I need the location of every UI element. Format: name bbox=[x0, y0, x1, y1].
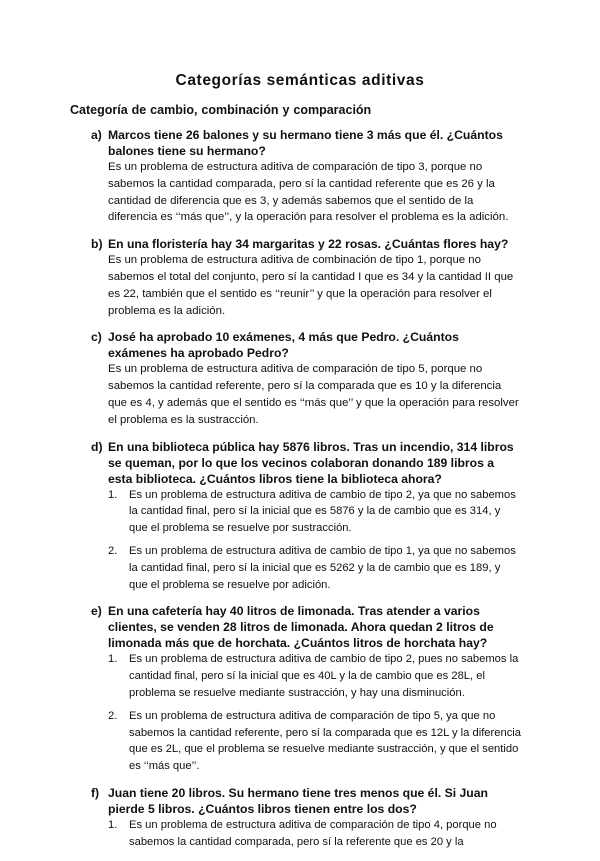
answer-list-item bbox=[108, 817, 521, 851]
exercise-item-f bbox=[91, 785, 521, 851]
answer-text: Es un problema de estructura aditiva de comparación de tipo 5, ya que no sabemos la cantidad referente, pero sí la comparada que es 12L y la diferencia que es 2L, que el problema se resuelve mediante sustracción, y que el sentido es ‘‘más que’’. bbox=[129, 709, 522, 773]
list-number: 2. bbox=[108, 544, 118, 557]
exercise-item-a bbox=[91, 127, 521, 226]
item-letter: a) bbox=[91, 128, 102, 142]
item-letter: d) bbox=[91, 439, 103, 454]
list-number: 1. bbox=[108, 488, 118, 501]
exercise-question: En una biblioteca pública hay 5876 libros. Tras un incendio, 314 libros se queman, por lo que los vecinos colaboran donando 189 libros a esta biblioteca. ¿Cuántos libros tiene la biblioteca ahora? bbox=[108, 439, 514, 486]
section-title: Categoría de cambio, combinación y comparación bbox=[70, 103, 372, 117]
item-letter: c) bbox=[91, 330, 102, 345]
answer-text: Es un problema de estructura aditiva de cambio de tipo 2, pues no sabemos la cantidad final, pero sí la inicial que es 40L y la de cambio que es 28L, el problema se resuelve mediante sustracción, y hay una disminución. bbox=[129, 653, 519, 699]
list-number: 2. bbox=[108, 709, 118, 722]
exercise-answer: Es un problema de estructura aditiva de comparación de tipo 5, porque no sabemos la cantidad referente, pero sí la comparada que es 10 y la diferencia que es 4, y además que el sentido es ‘‘más que’’ y que la operación para resolver el problema es la sustracción. bbox=[108, 363, 519, 426]
answer-text: Es un problema de estructura aditiva de comparación de tipo 4, porque no sabemos la cantidad comparada, pero sí la referente que es 20 y la bbox=[129, 818, 497, 848]
exercise-answer: Es un problema de estructura aditiva de combinación de tipo 1, porque no sabemos el total del conjunto, pero sí la cantidad I que es 34 y la cantidad II que es 22, también que el sentido es ‘‘reunir’’ y que la operación para resolver el problema es la adición. bbox=[108, 254, 514, 317]
exercise-question: En una floristería hay 34 margaritas y 22 rosas. ¿Cuántas flores hay? bbox=[108, 237, 509, 252]
exercise-question: En una cafetería hay 40 litros de limonada. Tras atender a varios clientes, se venden 28 litros de limonada. Ahora quedan 2 litros de limonada más que de horchata. ¿Cuántos litros de horchata hay? bbox=[108, 604, 494, 651]
list-number: 1. bbox=[108, 653, 118, 666]
answer-list bbox=[108, 487, 521, 594]
exercise-question: Marcos tiene 26 balones y su hermano tiene 3 más que él. ¿Cuántos balones tiene su hermano? bbox=[108, 128, 503, 158]
answer-list-item bbox=[108, 487, 521, 537]
item-letter: f) bbox=[91, 785, 100, 800]
item-letter: e) bbox=[91, 604, 102, 619]
exercise-item-b bbox=[91, 236, 521, 319]
answer-list bbox=[108, 651, 521, 775]
answer-list bbox=[108, 817, 521, 851]
answer-list-item bbox=[108, 708, 521, 775]
answer-list-item bbox=[108, 543, 521, 593]
exercise-question: Juan tiene 20 libros. Su hermano tiene tres menos que él. Si Juan pierde 5 libros. ¿Cuántos libros tienen entre los dos? bbox=[108, 785, 488, 816]
exercise-item-d bbox=[91, 439, 521, 594]
answer-text: Es un problema de estructura aditiva de cambio de tipo 1, ya que no sabemos la cantidad final, pero sí la inicial que es 5262 y la de cambio que es 189, y que el problema se resuelve por adición. bbox=[129, 544, 516, 591]
item-letter: b) bbox=[91, 237, 103, 252]
exercise-question: José ha aprobado 10 exámenes, 4 más que Pedro. ¿Cuántos exámenes ha aprobado Pedro? bbox=[108, 330, 459, 361]
exercise-list bbox=[91, 127, 521, 861]
document-title: Categorías semánticas aditivas bbox=[175, 72, 425, 89]
exercise-item-e bbox=[91, 603, 521, 775]
answer-text: Es un problema de estructura aditiva de cambio de tipo 2, ya que no sabemos la cantidad final, pero sí la inicial que es 5876 y la de cambio que es 314, y que el problema se resuelve por sustracción. bbox=[129, 488, 516, 535]
exercise-answer: Es un problema de estructura aditiva de comparación de tipo 3, porque no sabemos la cantidad comparada, pero sí la cantidad referente que es 26 y la cantidad de diferencia que es 3, y además sabemos que el sentido de la diferencia es ‘‘más que’’, y la operación para resolver el problema es la adición. bbox=[108, 161, 509, 224]
answer-list-item bbox=[108, 651, 521, 701]
exercise-item-c bbox=[91, 329, 521, 428]
list-number: 1. bbox=[108, 818, 118, 831]
